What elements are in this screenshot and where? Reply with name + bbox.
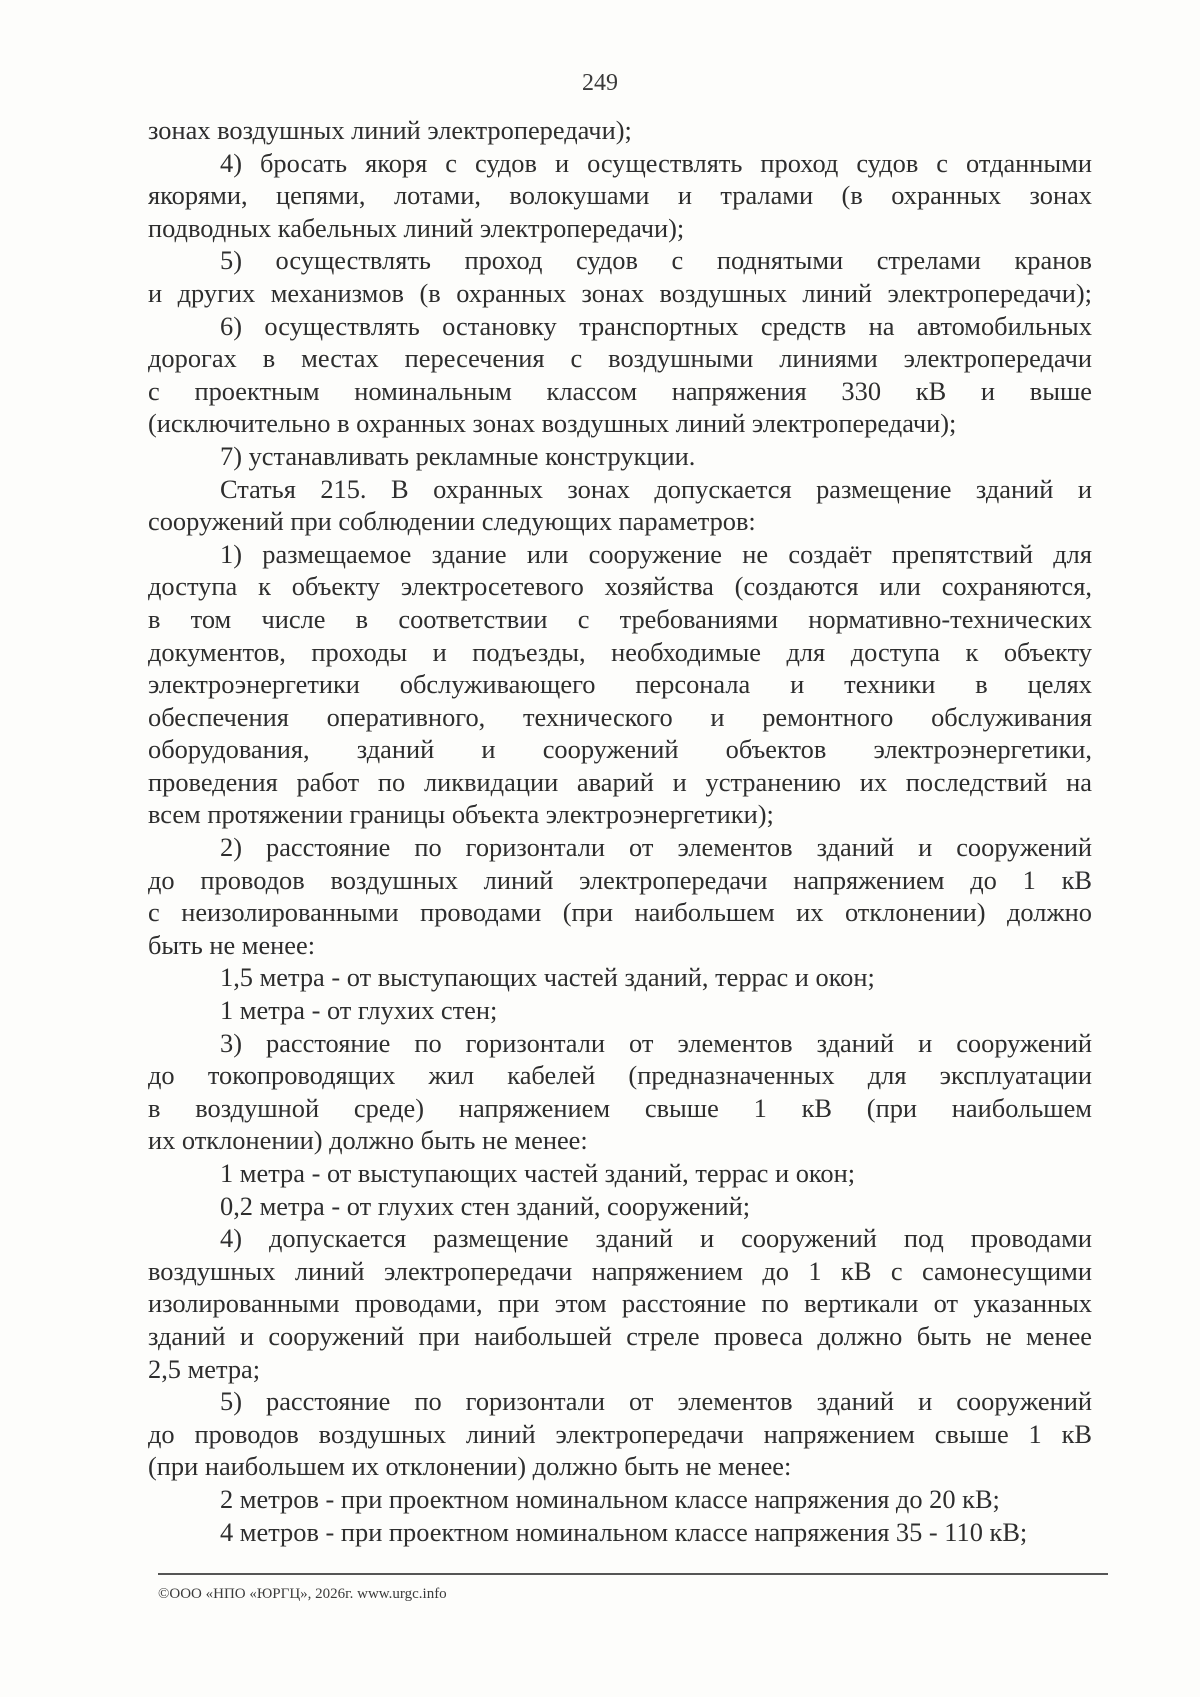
text-line: 5) осуществлять проход судов с поднятыми стрелами кранов <box>220 245 1092 276</box>
text-line: всем протяжении границы объекта электроэнергетики); <box>148 799 774 830</box>
text-line: 5) расстояние по горизонтали от элементов зданий и сооружений <box>220 1386 1092 1417</box>
footer-copyright: ©ООО «НПО «ЮРГЦ», 2026г. www.urgc.info <box>158 1586 447 1602</box>
text-line: 2,5 метра; <box>148 1353 261 1384</box>
text-line: их отклонении) должно быть не менее: <box>148 1125 588 1156</box>
text-line: (при наибольшем их отклонении) должно быть не менее: <box>148 1451 792 1482</box>
text-line: подводных кабельных линий электропередачи); <box>148 212 685 243</box>
text-line: до токопроводящих жил кабелей (предназначенных для эксплуатации <box>148 1060 1092 1091</box>
text-line: дорогах в местах пересечения с воздушными линиями электропередачи <box>148 343 1092 374</box>
text-line: 6) осуществлять остановку транспортных средств на автомобильных <box>220 310 1092 341</box>
text-line: 4) бросать якоря с судов и осуществлять проход судов с отданными <box>220 147 1092 178</box>
page-number: 249 <box>582 70 618 96</box>
text-line: зданий и сооружений при наибольшей стреле провеса должно быть не менее <box>148 1320 1092 1351</box>
text-line: 1) размещаемое здание или сооружение не создаёт препятствий для <box>220 538 1092 569</box>
text-line: электроэнергетики обслуживающего персонала и техники в целях <box>148 669 1092 700</box>
text-line: в том числе в соответствии с требованиями нормативно-технических <box>148 603 1092 634</box>
text-line: быть не менее: <box>148 929 316 960</box>
text-line: обеспечения оперативного, технического и ремонтного обслуживания <box>148 701 1092 732</box>
text-line: в воздушной среде) напряжением свыше 1 кВ (при наибольшем <box>148 1092 1092 1123</box>
text-line: 1 метра - от выступающих частей зданий, террас и окон; <box>220 1158 856 1188</box>
text-line: 2 метров - при проектном номинальном классе напряжения до 20 кВ; <box>220 1483 1000 1514</box>
footer-divider <box>158 1573 1108 1575</box>
text-line: воздушных линий электропередачи напряжением до 1 кВ с самонесущими <box>148 1255 1092 1286</box>
text-line: 7) устанавливать рекламные конструкции. <box>220 440 696 471</box>
text-line: проведения работ по ликвидации аварий и устранению их последствий на <box>148 766 1092 797</box>
text-line: и других механизмов (в охранных зонах воздушных линий электропередачи); <box>148 277 1092 308</box>
text-line: Статья 215. В охранных зонах допускается размещение зданий и <box>220 473 1092 504</box>
text-line: до проводов воздушных линий электропередачи напряжением до 1 кВ <box>148 864 1092 895</box>
text-line: оборудования, зданий и сооружений объектов электроэнергетики, <box>148 734 1092 765</box>
text-line: зонах воздушных линий электропередачи); <box>148 115 632 145</box>
text-line: 2) расстояние по горизонтали от элементов зданий и сооружений <box>220 832 1092 863</box>
text-line: сооружений при соблюдении следующих параметров: <box>148 506 756 537</box>
text-line: с проектным номинальным классом напряжения 330 кВ и выше <box>148 375 1092 406</box>
document-body <box>148 114 1092 1548</box>
text-line: (исключительно в охранных зонах воздушных линий электропередачи); <box>148 408 957 439</box>
text-line: доступа к объекту электросетевого хозяйства (создаются или сохраняются, <box>148 571 1092 602</box>
text-line: 4 метров - при проектном номинальном классе напряжения 35 - 110 кВ; <box>220 1516 1028 1547</box>
text-line: 0,2 метра - от глухих стен зданий, сооружений; <box>220 1190 751 1221</box>
text-line: якорями, цепями, лотами, волокушами и тралами (в охранных зонах <box>148 180 1092 211</box>
text-line: документов, проходы и подъезды, необходимые для доступа к объекту <box>148 636 1092 667</box>
text-line: изолированными проводами, при этом расстояние по вертикали от указанных <box>148 1288 1092 1319</box>
text-line: 4) допускается размещение зданий и сооружений под проводами <box>220 1223 1092 1254</box>
text-line: до проводов воздушных линий электропередачи напряжением свыше 1 кВ <box>148 1418 1092 1449</box>
text-line: с неизолированными проводами (при наибольшем их отклонении) должно <box>148 897 1092 928</box>
text-line: 1,5 метра - от выступающих частей зданий, террас и окон; <box>220 962 875 993</box>
text-line: 3) расстояние по горизонтали от элементов зданий и сооружений <box>220 1027 1092 1058</box>
text-line: 1 метра - от глухих стен; <box>220 995 498 1026</box>
